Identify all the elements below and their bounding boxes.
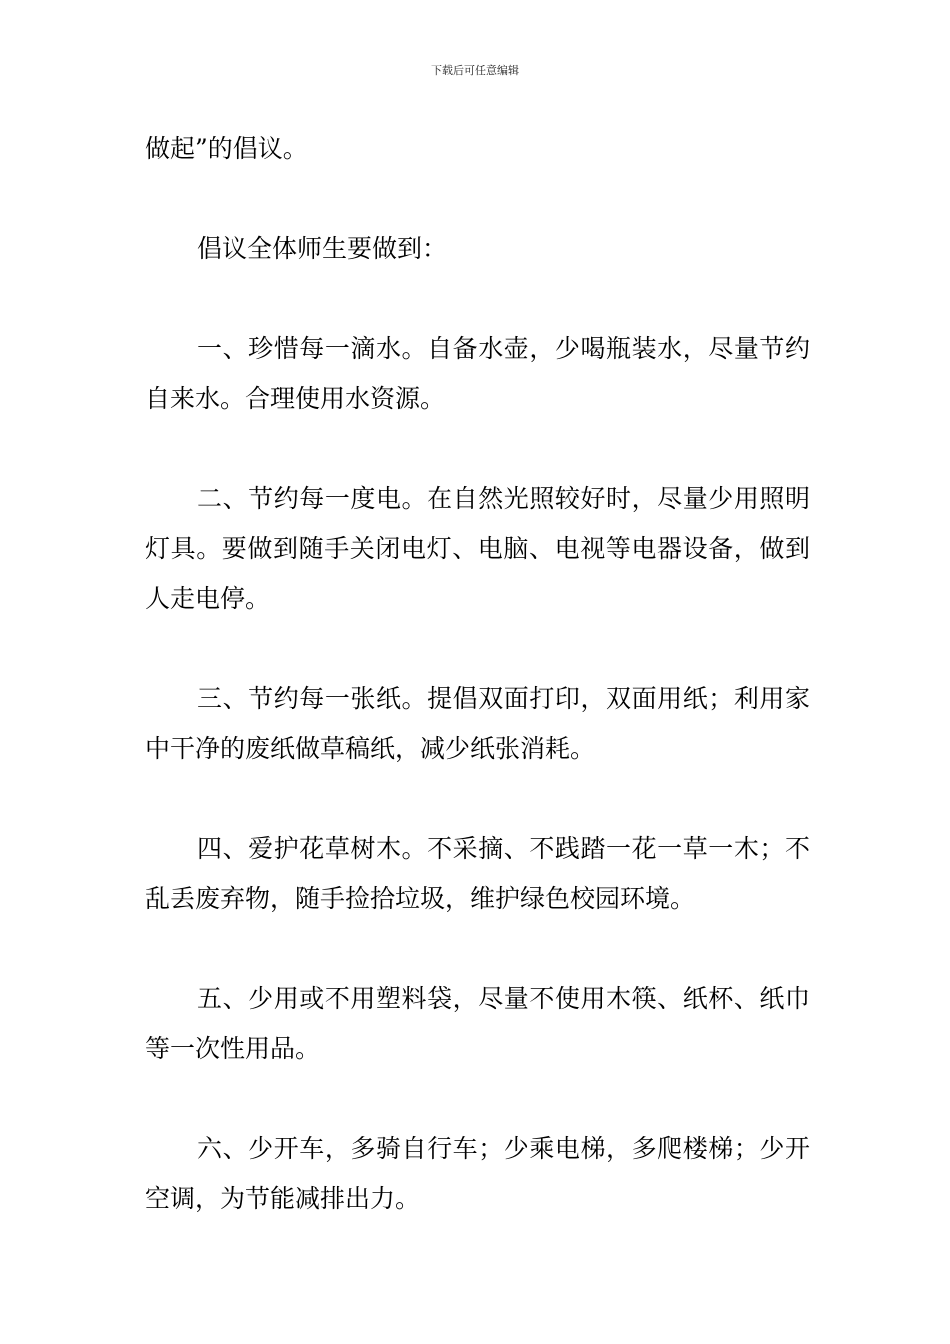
paragraph-item-2: 二、节约每一度电。在自然光照较好时，尽量少用照明灯具。要做到随手关闭电灯、电脑、电视等电器设备，做到人走电停。: [145, 484, 810, 613]
paragraph-item-3: 三、节约每一张纸。提倡双面打印，双面用纸；利用家中干净的废纸做草稿纸，减少纸张消耗。: [145, 684, 810, 763]
paragraph-item-5: 五、少用或不用塑料袋，尽量不使用木筷、纸杯、纸巾等一次性用品。: [145, 984, 810, 1063]
document-body: [145, 124, 810, 1274]
paragraph-item-6: 六、少开车，多骑自行车；少乘电梯，多爬楼梯；少开空调，为节能减排出力。: [145, 1134, 810, 1213]
paragraph-intro: 倡议全体师生要做到：: [197, 234, 448, 263]
paragraph-continuation: 做起”的倡议。: [145, 134, 308, 163]
paragraph-item-4: 四、爱护花草树木。不采摘、不践踏一花一草一木；不乱丢废弃物，随手捡拾垃圾，维护绿色校园环境。: [145, 834, 810, 913]
paragraph-item-1: 一、珍惜每一滴水。自备水壶，少喝瓶装水，尽量节约自来水。合理使用水资源。: [145, 334, 810, 413]
page-header: 下载后可任意编辑: [431, 64, 519, 77]
